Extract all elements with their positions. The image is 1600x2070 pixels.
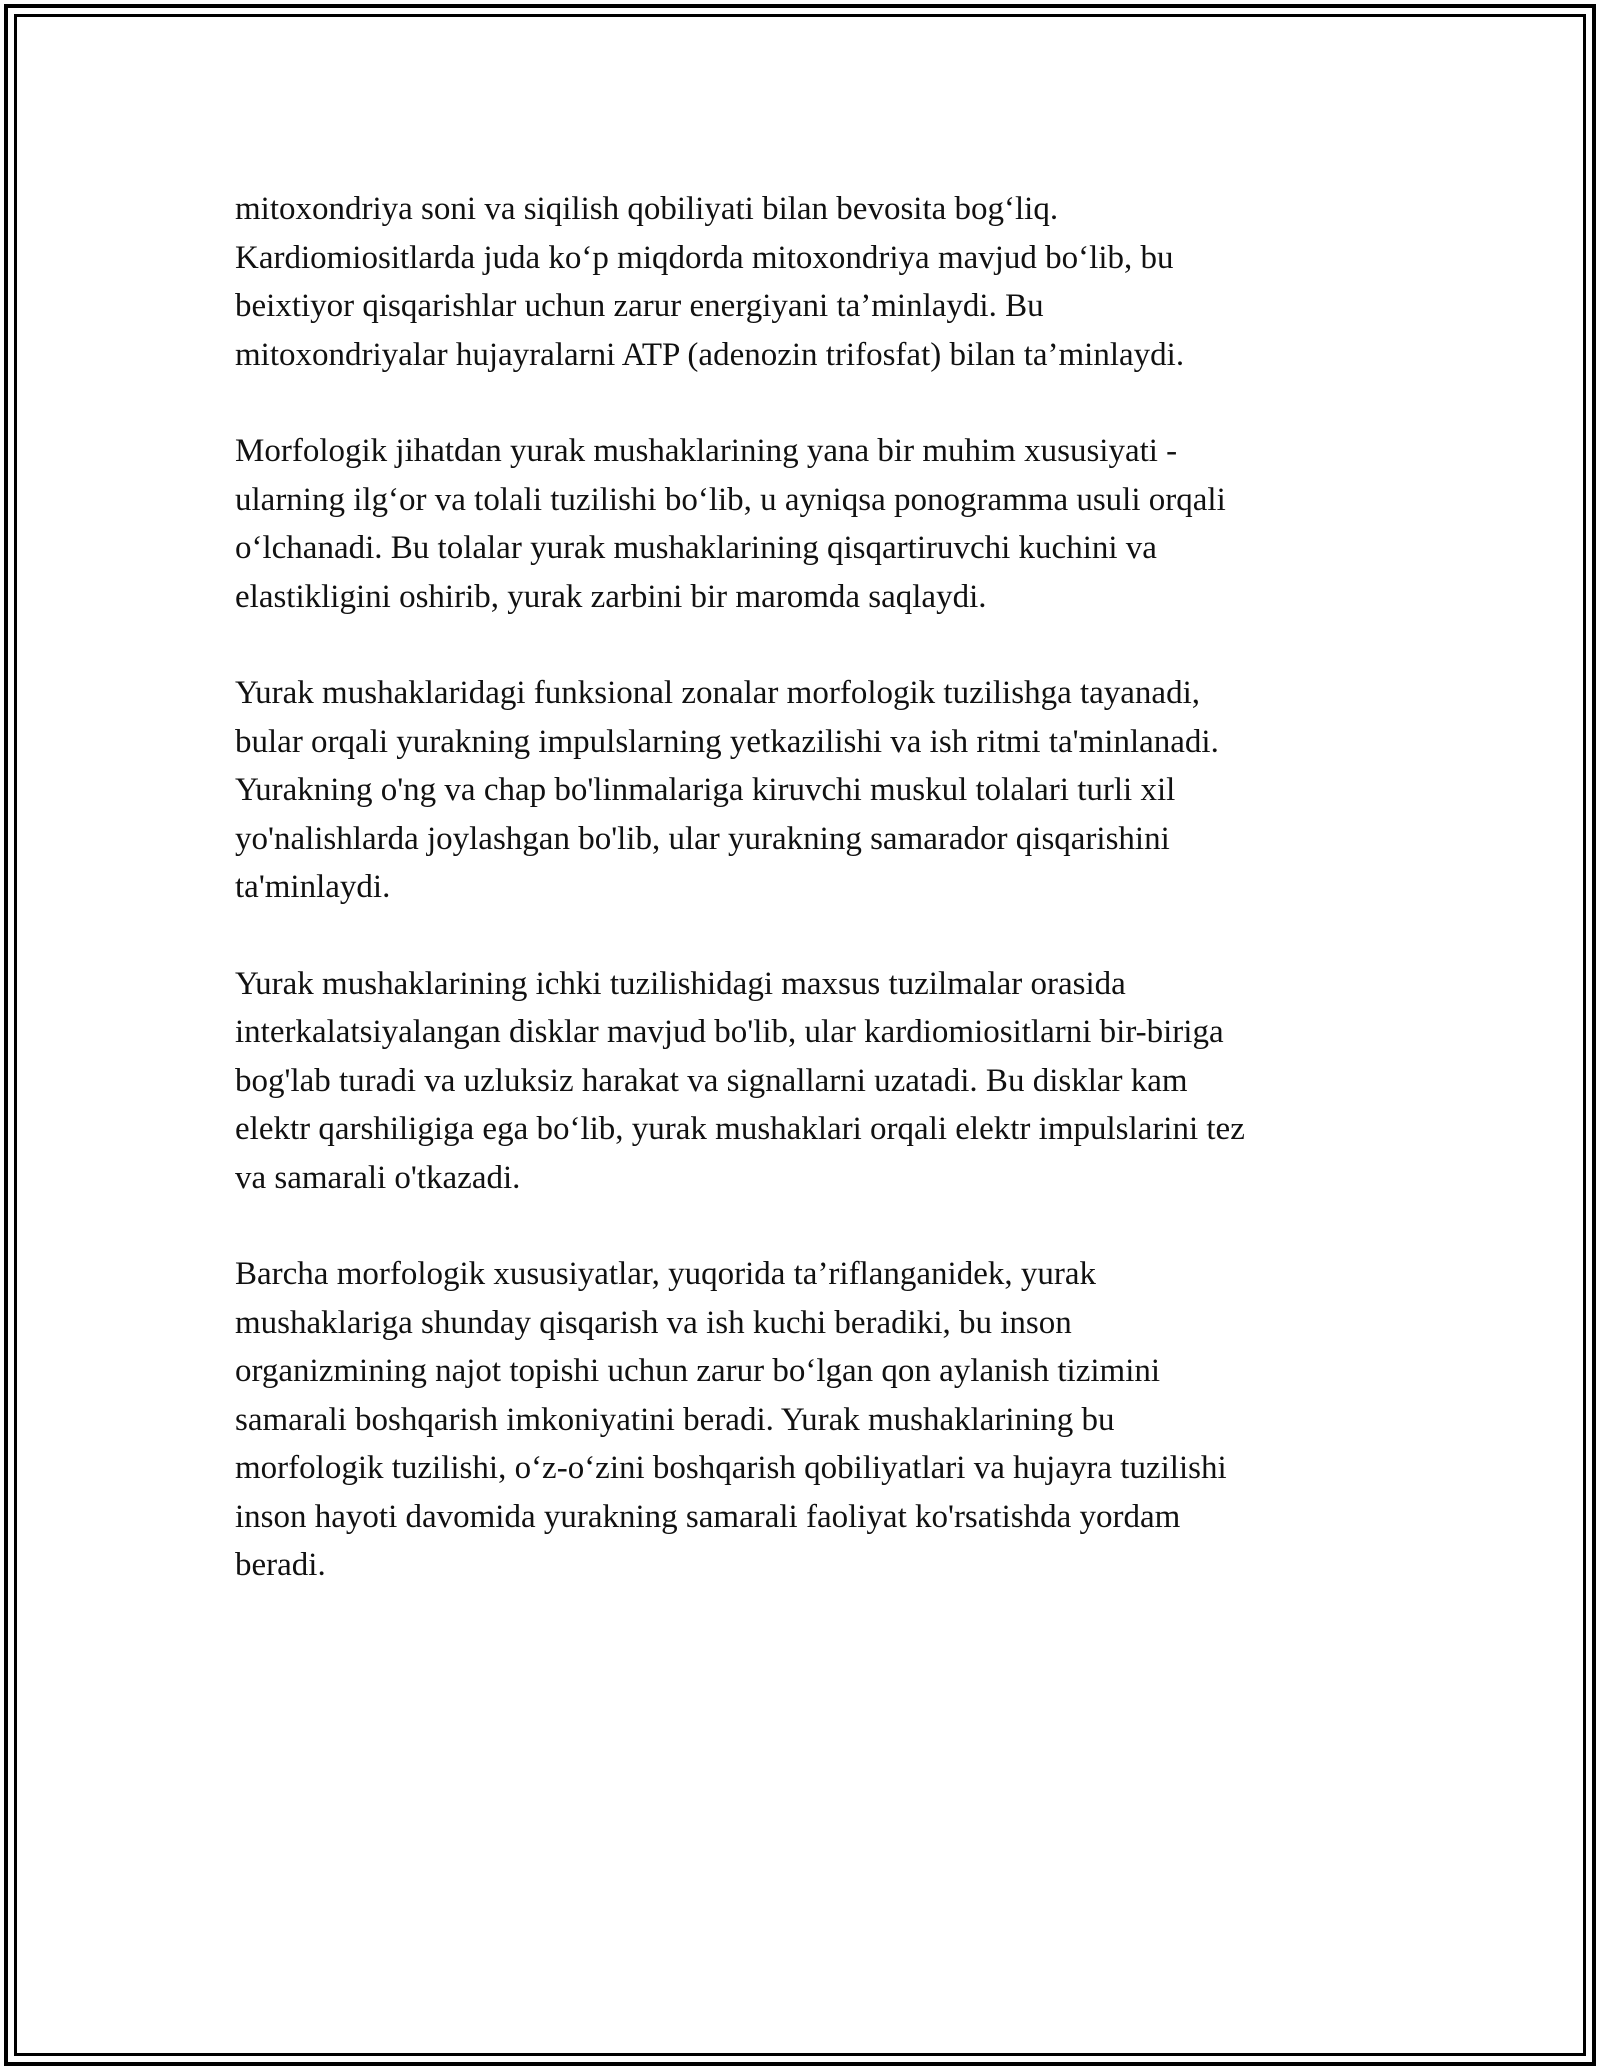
text-line: mitoxondriyalar hujayralarni ATP (adenozin trifosfat) bilan ta’minlaydi. (235, 336, 1185, 373)
text-line: ta'minlaydi. (235, 869, 391, 905)
text-line: Kardiomiositlarda juda ko‘p miqdorda mitoxondriya mavjud bo‘lib, bu (235, 239, 1174, 276)
text-line: Yurak mushaklaridagi funksional zonalar morfologik tuzilishga tayanadi, (235, 675, 1200, 711)
paragraph-3 (235, 669, 1385, 912)
text-line: va samarali o'tkazadi. (235, 1159, 521, 1196)
text-line: yo'nalishlarda joylashgan bo'lib, ular yurakning samarador qisqarishini (235, 820, 1170, 857)
text-line: bular orqali yurakning impulslarning yetkazilishi va ish ritmi ta'minlanadi. (235, 723, 1219, 760)
paragraph-1 (235, 185, 1385, 379)
text-line: inson hayoti davomida yurakning samarali faoliyat ko'rsatishda yordam (235, 1498, 1181, 1535)
text-line: ularning ilg‘or va tolali tuzilishi bo‘lib, u ayniqsa ponogramma usuli orqali (235, 481, 1226, 518)
document-body (235, 185, 1385, 1638)
text-line: mitoxondriya soni va siqilish qobiliyati bilan bevosita bog‘liq. (235, 191, 1059, 227)
text-line: Barcha morfologik xususiyatlar, yuqorida ta’riflanganidek, yurak (235, 1256, 1096, 1292)
text-line: organizmining najot topishi uchun zarur bo‘lgan qon aylanish tizimini (235, 1353, 1161, 1389)
text-line: interkalatsiyalangan disklar mavjud bo'lib, ular kardiomiositlarni bir-biriga (235, 1014, 1224, 1050)
text-line: bog'lab turadi va uzluksiz harakat va signallarni uzatadi. Bu disklar kam (235, 1062, 1188, 1099)
text-line: Yurakning o'ng va chap bo'linmalariga kiruvchi muskul tolalari turli xil (235, 772, 1176, 808)
text-line: Yurak mushaklarining ichki tuzilishidagi maxsus tuzilmalar orasida (235, 965, 1126, 1002)
paragraph-5 (235, 1250, 1385, 1590)
text-line: Morfologik jihatdan yurak mushaklarining yana bir muhim xususiyati - (235, 433, 1178, 469)
text-line: samarali boshqarish imkoniyatini beradi. Yurak mushaklarining bu (235, 1401, 1115, 1438)
text-line: elektr qarshiligiga ega bo‘lib, yurak mushaklari orqali elektr impulslarini tez (235, 1111, 1245, 1147)
text-line: morfologik tuzilishi, o‘z-o‘zini boshqarish qobiliyatlari va hujayra tuzilishi (235, 1450, 1227, 1486)
text-line: mushaklariga shunday qisqarish va ish kuchi beradiki, bu inson (235, 1304, 1072, 1341)
text-line: o‘lchanadi. Bu tolalar yurak mushaklarining qisqartiruvchi kuchini va (235, 530, 1157, 566)
text-line: elastikligini oshirib, yurak zarbini bir maromda saqlaydi. (235, 578, 987, 615)
paragraph-4 (235, 960, 1385, 1203)
text-line: beixtiyor qisqarishlar uchun zarur energiyani ta’minlaydi. Bu (235, 288, 1044, 324)
paragraph-2 (235, 427, 1385, 621)
text-line: beradi. (235, 1547, 326, 1583)
